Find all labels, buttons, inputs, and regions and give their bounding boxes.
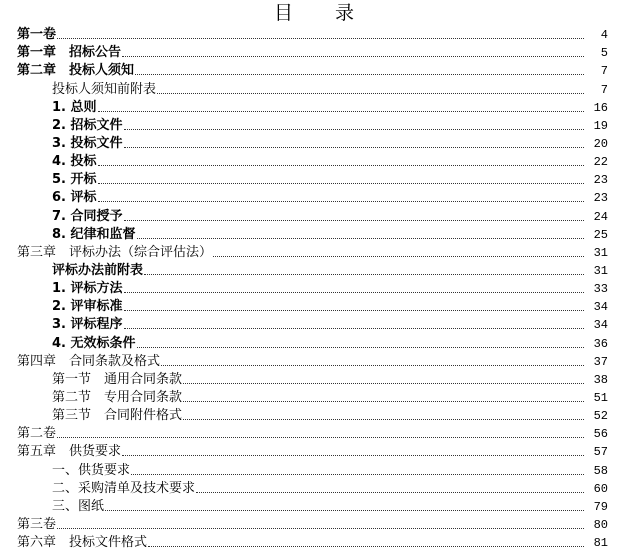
toc-entry-label[interactable]: 5. 开标: [52, 172, 97, 188]
toc-entry-page-number[interactable]: 20: [593, 136, 608, 151]
dot-leader: [183, 382, 584, 384]
toc-entry-label[interactable]: 投标人须知前附表: [52, 81, 157, 97]
dot-leader: [213, 255, 584, 257]
toc-entry-label[interactable]: 3. 投标文件: [52, 135, 123, 151]
toc-entry[interactable]: [0, 370, 632, 388]
toc-entry-label[interactable]: 6. 评标: [52, 190, 97, 206]
toc-entry[interactable]: [0, 134, 632, 152]
dot-leader: [157, 92, 584, 94]
toc-entry[interactable]: [0, 152, 632, 170]
toc-entry[interactable]: [0, 315, 632, 333]
toc-entry-label[interactable]: 第三章 评标办法（综合评估法）: [17, 244, 213, 260]
toc-entry-label[interactable]: 评标办法前附表: [52, 262, 144, 278]
dot-leader: [122, 55, 584, 57]
toc-entry-label[interactable]: 第四章 合同条款及格式: [17, 353, 161, 369]
dot-leader: [57, 37, 584, 39]
toc-entry[interactable]: [0, 297, 632, 315]
toc-entry-label[interactable]: 第一卷: [17, 27, 57, 43]
dot-leader: [98, 110, 584, 112]
toc-entry-page-number[interactable]: 52: [593, 409, 608, 424]
toc-entry-label[interactable]: 第三卷: [17, 516, 57, 532]
toc-entry[interactable]: [0, 25, 632, 43]
toc-entry-page-number[interactable]: 51: [593, 390, 608, 405]
toc-entry[interactable]: [0, 515, 632, 533]
toc-entry-label[interactable]: 1. 评标方法: [52, 281, 123, 297]
toc-entry-page-number[interactable]: 33: [593, 282, 608, 297]
toc-entry-label[interactable]: 第三节 合同附件格式: [52, 408, 183, 424]
toc-entry-page-number[interactable]: 19: [593, 118, 608, 133]
toc-entry-label[interactable]: 第五章 供货要求: [17, 444, 122, 460]
toc-entry[interactable]: [0, 424, 632, 442]
toc-entry-page-number[interactable]: 31: [593, 245, 608, 260]
toc-entry-page-number[interactable]: 23: [593, 191, 608, 206]
dot-leader: [98, 164, 584, 166]
toc-entry[interactable]: [0, 170, 632, 188]
dot-leader: [196, 491, 584, 493]
toc-entry[interactable]: [0, 442, 632, 460]
toc-entry-page-number[interactable]: 24: [593, 209, 608, 224]
dot-leader: [124, 219, 584, 221]
toc-entry-label[interactable]: 第二节 专用合同条款: [52, 389, 183, 405]
toc-entry[interactable]: [0, 188, 632, 206]
dot-leader: [122, 454, 584, 456]
toc-entry[interactable]: [0, 79, 632, 97]
toc-entry[interactable]: [0, 206, 632, 224]
toc-entry-label[interactable]: 第一章 招标公告: [17, 45, 122, 61]
toc-entry[interactable]: [0, 225, 632, 243]
toc-entry[interactable]: [0, 533, 632, 551]
toc-entry-page-number[interactable]: 31: [593, 263, 608, 278]
dot-leader: [98, 182, 584, 184]
dot-leader: [161, 364, 584, 366]
dot-leader: [131, 473, 584, 475]
toc-entry[interactable]: [0, 261, 632, 279]
dot-leader: [148, 545, 584, 547]
toc-entry-label[interactable]: 第六章 投标文件格式: [17, 535, 148, 551]
dot-leader: [124, 309, 584, 311]
toc-entry[interactable]: [0, 406, 632, 424]
dot-leader: [124, 327, 584, 329]
dot-leader: [137, 237, 584, 239]
toc-entry[interactable]: [0, 43, 632, 61]
toc-entry-page-number[interactable]: 79: [593, 499, 608, 514]
toc-entry-page-number[interactable]: 5: [600, 46, 608, 61]
toc-entry[interactable]: [0, 243, 632, 261]
toc-entry[interactable]: [0, 98, 632, 116]
toc-entry-label[interactable]: 7. 合同授予: [52, 208, 123, 224]
toc-entry-label[interactable]: 2. 招标文件: [52, 117, 123, 133]
toc-entry-page-number[interactable]: 7: [600, 64, 608, 79]
toc-entry[interactable]: [0, 388, 632, 406]
toc-entry-label[interactable]: 一、供货要求: [52, 462, 131, 478]
toc-entry-page-number[interactable]: 22: [593, 155, 608, 170]
toc-entry-label[interactable]: 第一节 通用合同条款: [52, 371, 183, 387]
toc-entry-label[interactable]: 8. 纪律和监督: [52, 226, 136, 242]
toc-entry-page-number[interactable]: 80: [593, 517, 608, 532]
toc-entry[interactable]: [0, 61, 632, 79]
dot-leader: [183, 418, 584, 420]
toc-entry-page-number[interactable]: 25: [593, 227, 608, 242]
toc-entry[interactable]: [0, 497, 632, 515]
toc-entry-label[interactable]: 4. 投标: [52, 154, 97, 170]
toc-entry-page-number[interactable]: 34: [593, 318, 608, 333]
toc-entry-label[interactable]: 三、图纸: [52, 498, 105, 514]
toc-entry[interactable]: [0, 333, 632, 351]
dot-leader: [135, 73, 584, 75]
toc-entry[interactable]: [0, 279, 632, 297]
dot-leader: [98, 200, 584, 202]
toc-entry-page-number[interactable]: 60: [593, 481, 608, 496]
toc-entry-label[interactable]: 4. 无效标条件: [52, 335, 136, 351]
toc-entry-page-number[interactable]: 23: [593, 173, 608, 188]
toc-entry-label[interactable]: 3. 评标程序: [52, 317, 123, 333]
toc-entry-page-number[interactable]: 57: [593, 445, 608, 460]
toc-entry-page-number[interactable]: 81: [593, 536, 608, 551]
dot-leader: [57, 436, 584, 438]
toc-entry[interactable]: [0, 116, 632, 134]
toc-entry-page-number[interactable]: 58: [593, 463, 608, 478]
toc-entry-page-number[interactable]: 16: [593, 100, 608, 115]
toc-entry-page-number[interactable]: 7: [600, 82, 608, 97]
toc-entry-label[interactable]: 第二章 投标人须知: [17, 63, 135, 79]
dot-leader: [57, 527, 584, 529]
toc-entry-label[interactable]: 二、采购清单及技术要求: [52, 480, 196, 496]
dot-leader: [144, 273, 584, 275]
dot-leader: [105, 509, 584, 511]
toc-entry-page-number[interactable]: 56: [593, 427, 608, 442]
toc-entry-label[interactable]: 2. 评审标准: [52, 299, 123, 315]
toc-entry-page-number[interactable]: 36: [593, 336, 608, 351]
dot-leader: [183, 400, 584, 402]
dot-leader: [124, 128, 584, 130]
toc-entry-label[interactable]: 第二卷: [17, 426, 57, 442]
toc-entry[interactable]: [0, 460, 632, 478]
dot-leader: [124, 291, 584, 293]
toc-entry-page-number[interactable]: 4: [600, 28, 608, 43]
toc-entry-page-number[interactable]: 37: [593, 354, 608, 369]
toc-entry-label[interactable]: 1. 总则: [52, 99, 97, 115]
dot-leader: [137, 346, 584, 348]
toc-entry-page-number[interactable]: 34: [593, 300, 608, 315]
toc-entry[interactable]: [0, 479, 632, 497]
dot-leader: [124, 146, 584, 148]
page-title: 目 录: [273, 2, 373, 24]
toc-entry-page-number[interactable]: 38: [593, 372, 608, 387]
table-of-contents: [0, 25, 632, 551]
toc-entry[interactable]: [0, 352, 632, 370]
